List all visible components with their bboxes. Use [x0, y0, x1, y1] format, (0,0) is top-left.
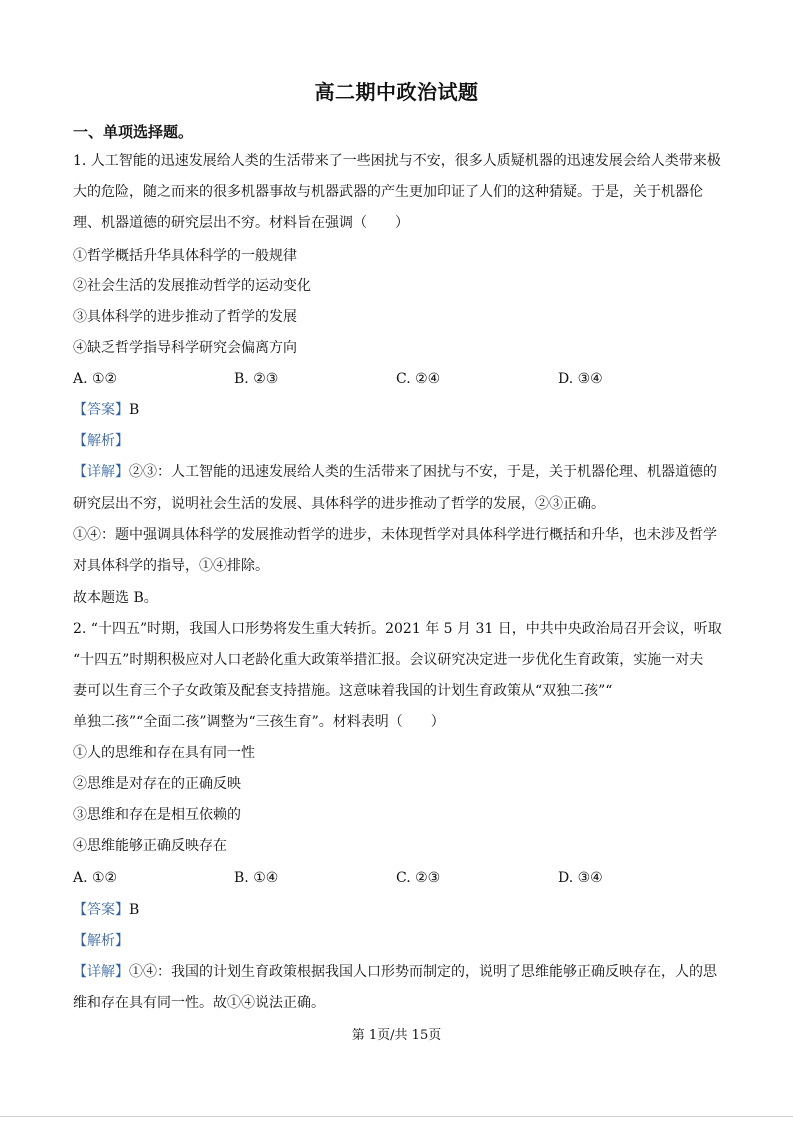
q1-stem-line-3: 理、机器道德的研究层出不穷。材料旨在强调（ ）	[73, 215, 409, 231]
q2-stem-line-1: 2. “十四五”时期，我国人口形势将发生重大转折。2021 年 5 月 31 日，中共中央政治局召开会议，听取	[73, 621, 722, 637]
q2-analysis	[73, 931, 129, 951]
q2-option-a: A. ①②	[73, 870, 118, 886]
q1-item-2: ②社会生活的发展推动哲学的运动变化	[73, 278, 311, 294]
bottom-divider	[0, 1116, 793, 1117]
q1-detail-line-3: ①④：题中强调具体科学的发展推动哲学的进步，未体现哲学对具体科学进行概括和升华，也未涉及哲学	[73, 527, 717, 543]
q2-detail-line-2: 维和存在具有同一性。故①④说法正确。	[73, 995, 325, 1011]
q1-conclusion: 故本题选 B。	[73, 590, 158, 606]
q1-analysis	[73, 431, 129, 451]
q1-answer-tag: 【答案】	[73, 402, 129, 418]
q2-item-4: ④思维能够正确反映存在	[73, 838, 227, 854]
q2-answer-value: B	[129, 902, 140, 918]
q1-option-a: A. ①②	[73, 371, 118, 387]
q1-item-1: ①哲学概括升华具体科学的一般规律	[73, 248, 297, 264]
q1-answer	[73, 400, 139, 420]
q1-analysis-tag: 【解析】	[73, 433, 129, 449]
q1-stem-line-2: 大的危险，随之而来的很多机器事故与机器武器的产生更加印证了人们的这种猜疑。于是，关于机器伦	[73, 184, 703, 200]
q2-stem-line-4: 单独二孩”“全面二孩”调整为“三孩生育”。材料表明（ ）	[73, 714, 445, 730]
q2-stem-line-3: 妻可以生育三个子女政策及配套支持措施。这意味着我国的计划生育政策从“双独二孩”“	[73, 683, 613, 699]
q1-detail-line-4: 对具体科学的指导，①④排除。	[73, 558, 269, 574]
q1-answer-value: B	[129, 402, 140, 418]
q2-detail-line-1	[73, 962, 717, 982]
q2-stem-line-2: “十四五”时期积极应对人口老龄化重大政策举措汇报。会议研究决定进一步优化生育政策，实施一对夫	[73, 652, 704, 668]
q2-item-2: ②思维是对存在的正确反映	[73, 776, 241, 792]
q1-detail-line-1	[73, 462, 717, 482]
q2-answer	[73, 900, 139, 920]
q2-option-c: C. ②③	[396, 870, 441, 886]
section-heading: 一、单项选择题。	[73, 123, 194, 141]
q1-item-3: ③具体科学的进步推动了哲学的发展	[73, 309, 297, 325]
q2-answer-tag: 【答案】	[73, 902, 129, 918]
page-title: 高二期中政治试题	[314, 80, 479, 104]
q1-stem-line-1: 1. 人工智能的迅速发展给人类的生活带来了一些困扰与不安，很多人质疑机器的迅速发展会给人类带来极	[73, 153, 721, 169]
q2-option-d: D. ③④	[558, 870, 603, 886]
q1-option-b: B. ②③	[234, 371, 279, 387]
q2-option-b: B. ①④	[234, 870, 279, 886]
q1-option-c: C. ②④	[396, 371, 441, 387]
q2-item-1: ①人的思维和存在具有同一性	[73, 745, 255, 761]
q2-detail-text-1: ①④：我国的计划生育政策根据我国人口形势而制定的，说明了思维能够正确反映存在，人的思	[129, 964, 717, 980]
q2-analysis-tag: 【解析】	[73, 933, 129, 949]
q2-detail-tag: 【详解】	[73, 964, 129, 980]
q1-detail-text-1: ②③：人工智能的迅速发展给人类的生活带来了困扰与不安，于是，关于机器伦理、机器道德的	[129, 464, 717, 480]
q1-item-4: ④缺乏哲学指导科学研究会偏离方向	[73, 340, 297, 356]
q1-detail-line-2: 研究层出不穷，说明社会生活的发展、具体科学的进步推动了哲学的发展，②③正确。	[73, 496, 605, 512]
q1-option-d: D. ③④	[558, 371, 603, 387]
page-footer: 第 1页/共 15页	[351, 1028, 442, 1043]
q2-item-3: ③思维和存在是相互依赖的	[73, 807, 241, 823]
q1-detail-tag: 【详解】	[73, 464, 129, 480]
